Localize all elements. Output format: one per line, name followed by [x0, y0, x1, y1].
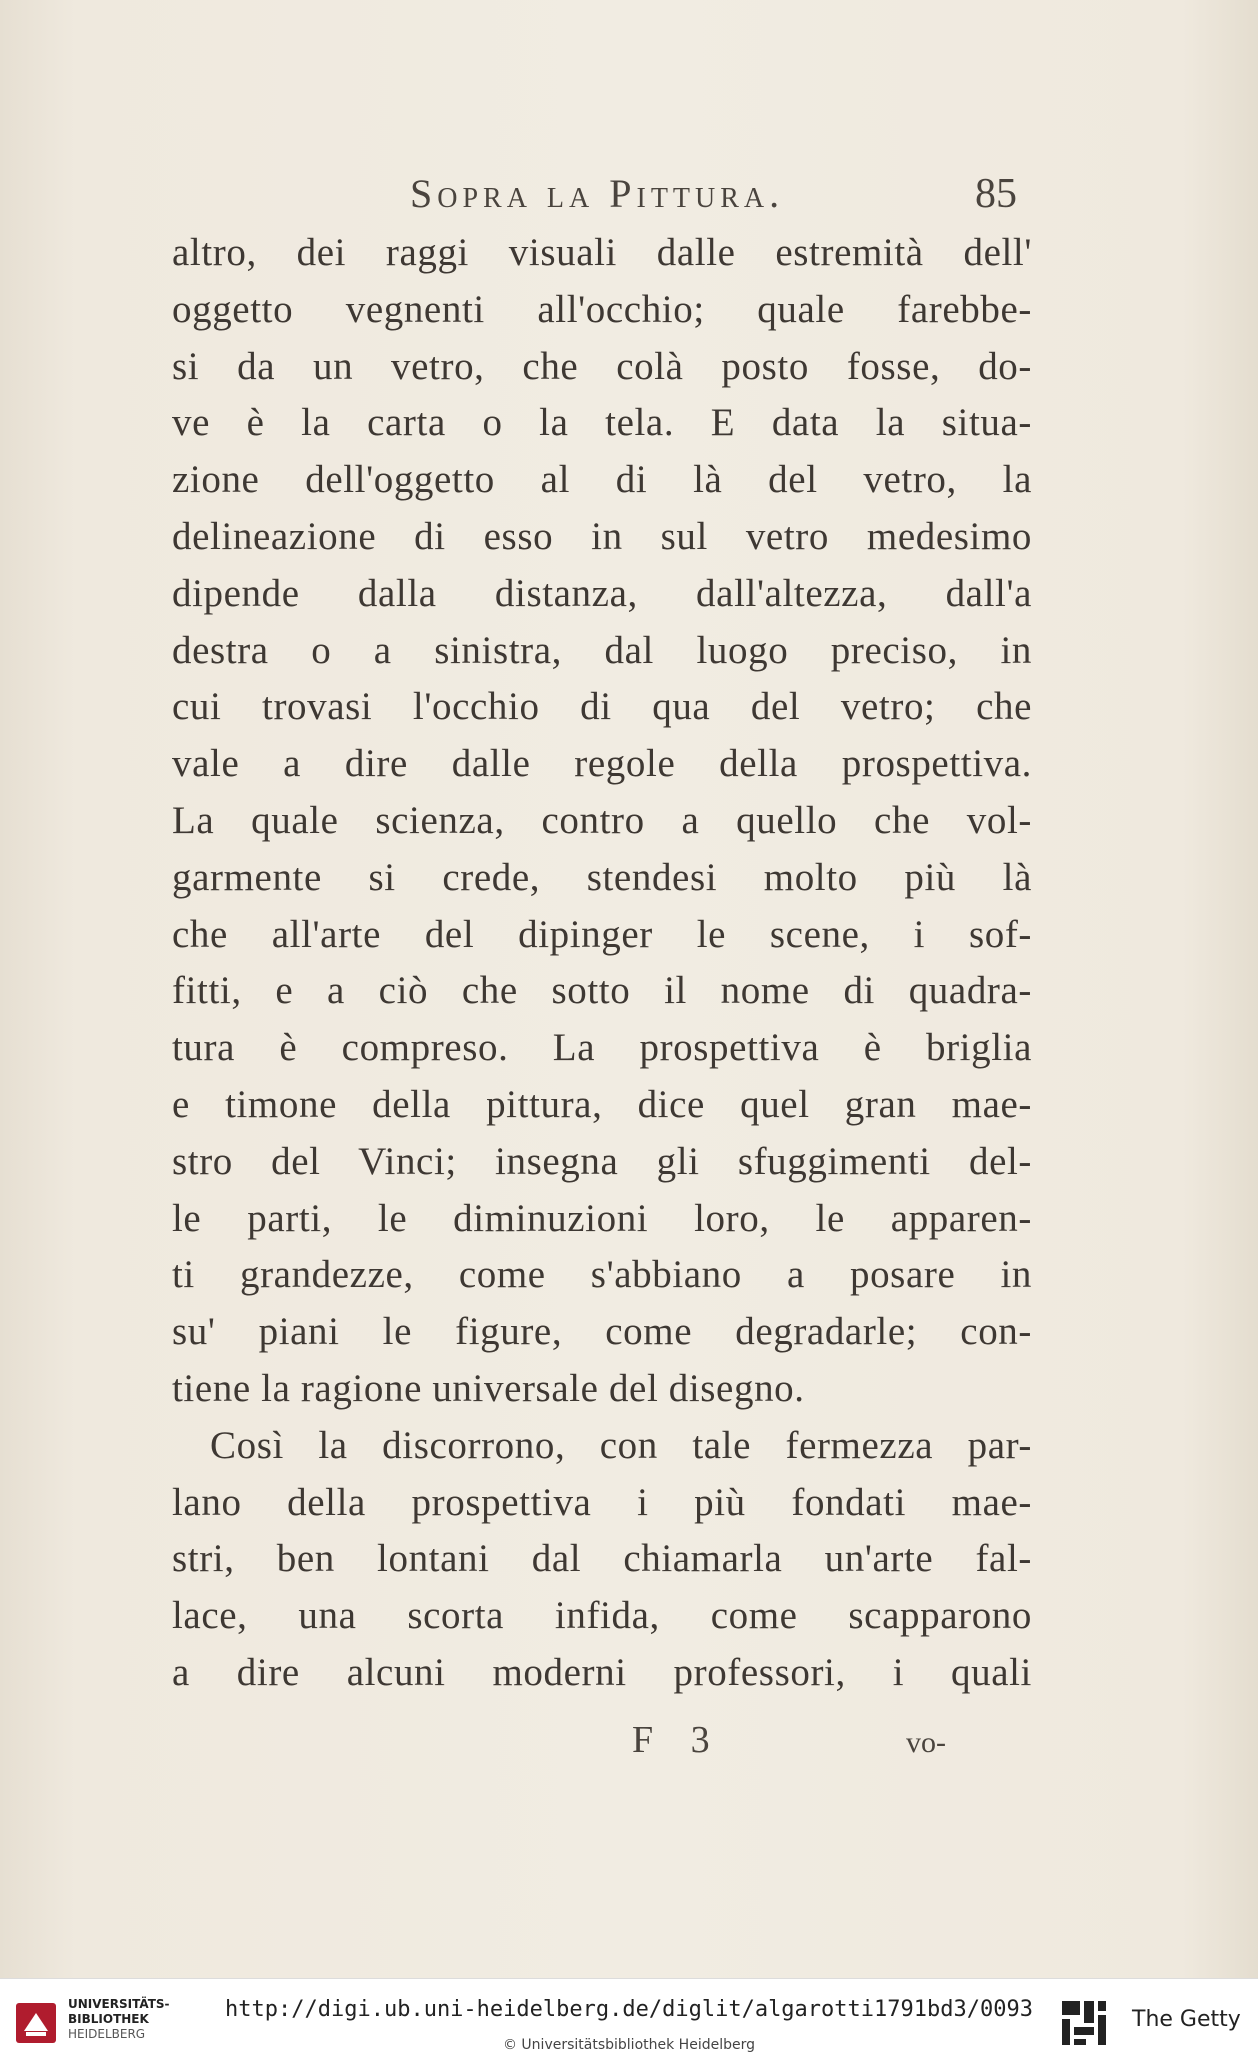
getty-name: The Getty — [1132, 2007, 1241, 2032]
page-number: 85 — [975, 171, 1017, 217]
text-line: La quale scienza, contro a quello che vol- — [172, 798, 1032, 842]
text-line: si da un vetro, che colà posto fosse, do- — [172, 344, 1032, 388]
text-line-paragraph-end: tiene la ragione universale del disegno. — [172, 1366, 805, 1410]
text-line: dipende dalla distanza, dall'altezza, dall'a — [172, 571, 1032, 615]
text-line: stro del Vinci; insegna gli sfuggimenti del- — [172, 1139, 1032, 1183]
page-footer — [0, 1718, 1258, 1778]
viewer-footer-bar — [0, 1978, 1258, 2069]
library-name-line: BIBLIOTHEK — [68, 2012, 149, 2026]
library-name-line: UNIVERSITÄTS- — [68, 1997, 170, 2011]
text-line: su' piani le figure, come degradarle; con- — [172, 1310, 1032, 1354]
text-line: vale a dire dalle regole della prospettiva. — [172, 742, 1032, 786]
text-line: e timone della pittura, dice quel gran mae- — [172, 1082, 1032, 1126]
text-line: destra o a sinistra, dal luogo preciso, in — [172, 628, 1032, 672]
text-line: a dire alcuni moderni professori, i quali — [172, 1650, 1032, 1694]
text-line: lace, una scorta infida, come scapparono — [172, 1594, 1032, 1638]
text-line: zione dell'oggetto al di là del vetro, la — [172, 458, 1032, 502]
library-name-line: HEIDELBERG — [68, 2027, 146, 2041]
catchword: vo- — [906, 1726, 946, 1759]
text-line: ve è la carta o la tela. E data la situa- — [172, 401, 1032, 445]
text-line: fitti, e a ciò che sotto il nome di quadra- — [172, 969, 1032, 1013]
text-line: stri, ben lontani dal chiamarla un'arte fal- — [172, 1537, 1032, 1581]
text-line: ti grandezze, come s'abbiano a posare in — [172, 1253, 1032, 1297]
text-line: le parti, le diminuzioni loro, le apparen- — [172, 1196, 1032, 1240]
running-head-title: Sopra la Pittura. — [410, 171, 785, 216]
copyright-notice: © Universitätsbibliothek Heidelberg — [502, 2037, 755, 2053]
running-head — [0, 170, 1258, 230]
text-line: che all'arte del dipinger le scene, i sof- — [172, 912, 1032, 956]
text-line: delineazione di esso in sul vetro medesimo — [172, 514, 1032, 558]
text-line: tura è compreso. La prospettiva è briglia — [172, 1026, 1032, 1070]
text-line: altro, dei raggi visuali dalle estremità dell' — [172, 231, 1032, 274]
signature-mark: F 3 — [632, 1719, 724, 1761]
text-line: oggetto vegnenti all'occhio; quale farebbe- — [172, 287, 1032, 331]
text-line: garmente si crede, stendesi molto più là — [172, 855, 1032, 899]
permalink-url[interactable]: http://digi.ub.uni-heidelberg.de/diglit/algarotti1791bd3/0093 — [225, 1997, 1033, 2022]
body-text — [172, 225, 1032, 1702]
getty-logo-icon — [1060, 1999, 1108, 2049]
text-line: cui trovasi l'occhio di qua del vetro; che — [172, 685, 1032, 729]
text-line: lano della prospettiva i più fondati mae- — [172, 1480, 1032, 1524]
text-line-paragraph-start: Così la discorrono, con tale fermezza par- — [210, 1423, 1032, 1467]
